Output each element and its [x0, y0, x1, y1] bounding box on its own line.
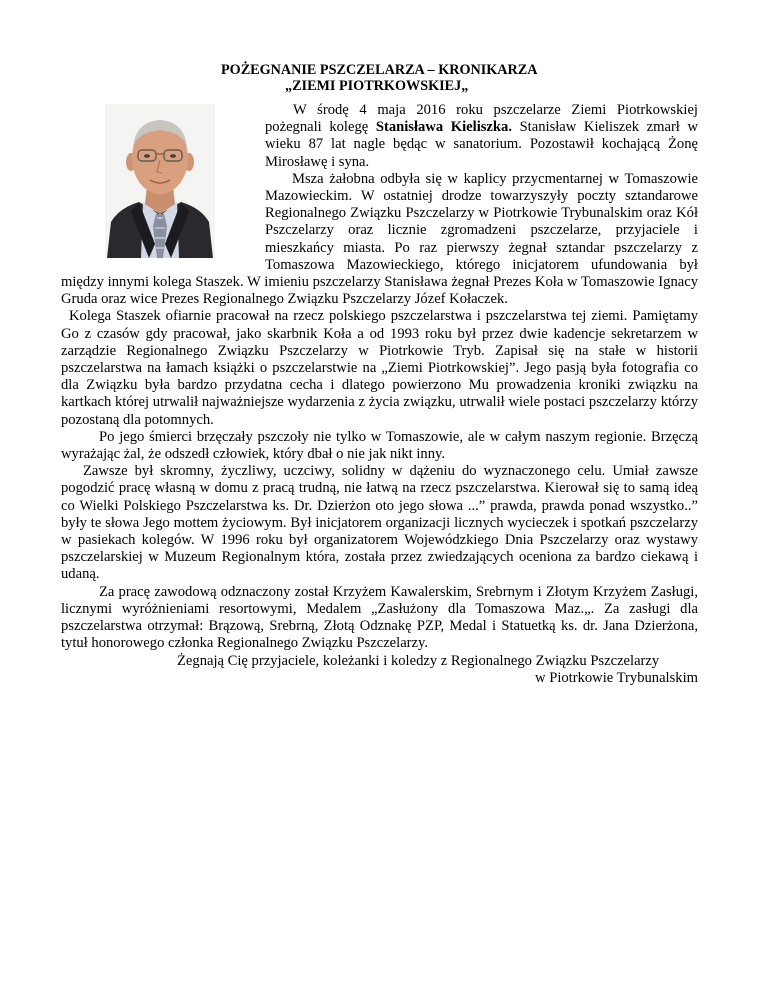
- paragraph-2: Msza żałobna odbyła się w kaplicy przycmentarnej w Tomaszowie Mazowieckim. W ostatniej drodze towarzyszyły poczty sztandarowe Regionalnego Związku Pszczelarzy w Piotrkowie Trybunalskim oraz Kół Pszczelarzy oraz licznie zgromadzeni pszczelarze, przyjaciele i mieszkańcy miasta. Po raz pierwszy żegnał sztandar pszczelarzy z Tomaszowa Mazowieckiego, którego inicjatorem ufundowania był między innymi kolega Staszek. W imieniu pszczelarzy Stanisława żegnał Prezes Koła w Tomaszowie Ignacy Gruda oraz wice Prezes Regionalnego Związku Pszczelarzy Józef Kołaczek.: [61, 170, 698, 308]
- signature: [61, 653, 698, 687]
- paragraph-3: Kolega Staszek ofiarnie pracował na rzecz polskiego pszczelarstwa i pszczelarstwa tej ziemi. Pamiętamy Go z czasów gdy pracował, jako skarbnik Koła a od 1993 roku był przez dwie kadencje sekretarzem w zarządzie Regionalnego Związku Pszczelarzy w Piotrkowie Tryb. Zapisał się na stałe w historii pszczelarstwa na łamach książki o pszczelarstwie na „Ziemi Piotrkowskiej”. Jego pasją była fotografia co dla Związku była bardzo przydatna cecha i dlatego powierzono Mu prowadzenia kroniki związku na kartkach której utrwalił najważniejsze wydarzenia z życia związku, utrwalił wiele postaci pszczelarzy którzy pozostaną dla potomnych.: [61, 308, 698, 428]
- title-line-2: „ZIEMI PIOTRKOWSKIEJ„: [285, 78, 469, 94]
- paragraph-1-text-b: Stanisław Kieliszek zmarł w wieku 87 lat nagle będąc w sanatorium. Pozostawił kochającą Żonę Mirosławę i syna.: [265, 119, 698, 170]
- signature-line-2: w Piotrkowie Trybunalskim: [535, 669, 698, 686]
- deceased-name: Stanisława Kieliszka.: [375, 119, 512, 136]
- title-line-1: POŻEGNANIE PSZCZELARZA – KRONIKARZA: [221, 62, 538, 78]
- portrait-photo-icon: [105, 104, 215, 258]
- signature-line-1: Żegnają Cię przyjaciele, koleżanki i koledzy z Regionalnego Związku Pszczelarzy: [177, 652, 660, 669]
- paragraph-5: Zawsze był skromny, życzliwy, uczciwy, solidny w dążeniu do wyznaczonego celu. Umiał zawsze pogodzić pracę własną w domu z pracą trudną, nie łatwą na rzecz pszczelarstwa. Kierował się to samą ideą co Wielki Polskiego Pszczelarstwa ks. Dr. Dzierżon oto jego słowa ...” prawda, prawda ponad wszystko..” były te słowa Jego mottem życiowym. Był inicjatorem organizacji licznych wycieczek i spotkań pszczelarzy w pasiekach kolegów. W 1996 roku był organizatorem Wojewódzkiego Dnia Pszczelarzy oraz wystawy pszczelarskiej w Muzeum Regionalnym która, została przez zwiedzających oceniona za bardzo ciekawą i udaną.: [61, 463, 698, 583]
- paragraph-6: Za pracę zawodową odznaczony został Krzyżem Kawalerskim, Srebrnym i Złotym Krzyżem Zasługi, licznymi wyróżnieniami resortowymi, Medalem „Zasłużony dla Tomaszowa Maz.„. Za zasługi dla pszczelarstwa otrzymał: Brązową, Srebrną, Złotą Odznakę PZP, Medal i Statuetką ks. dr. Jana Dzierżona, tytuł honorowego członka Regionalnego Związku Pszczelarzy.: [61, 583, 698, 652]
- paragraph-4: Po jego śmierci brzęczały pszczoły nie tylko w Tomaszowie, ale w całym naszym regionie. Brzęczą wyrażając żal, że odszedł człowiek, który dbał o nie jak nikt inny.: [61, 428, 698, 463]
- portrait-photo: [105, 104, 215, 258]
- document-title: [221, 62, 698, 94]
- document-page: [61, 62, 698, 687]
- paragraph-1-text-a: W środę 4 maja 2016 roku pszczelarze Ziemi Piotrkowskiej pożegnali kolegę: [265, 102, 698, 136]
